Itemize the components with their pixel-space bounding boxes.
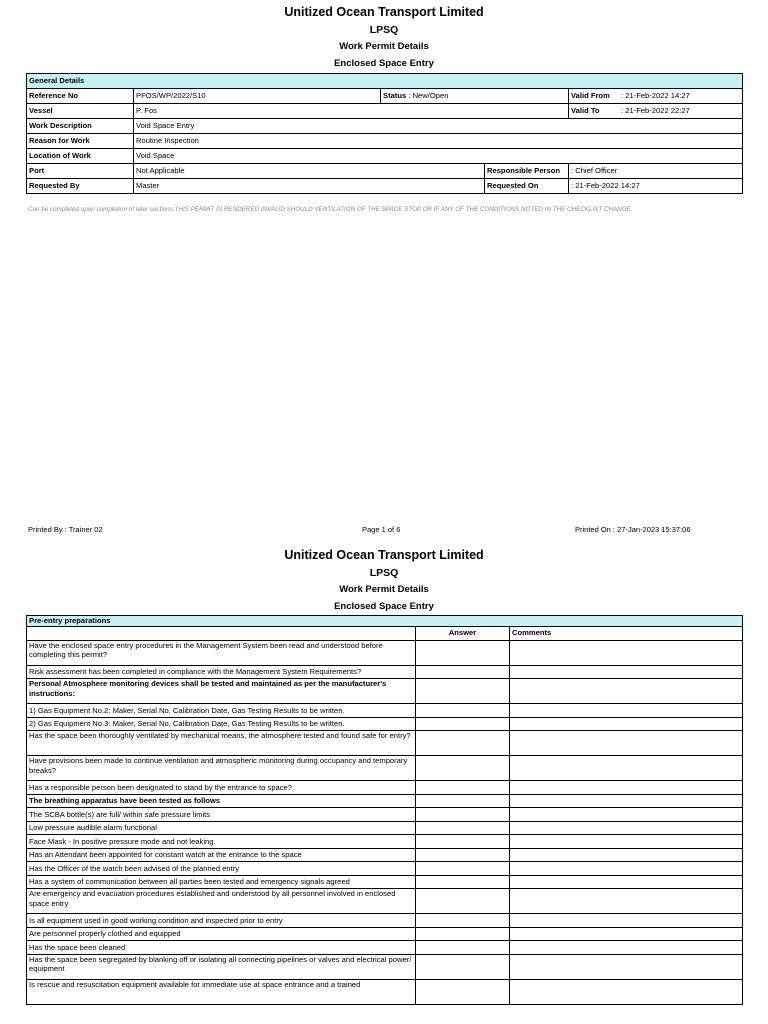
valid-from-cell [569,89,743,104]
checklist-comment [510,862,743,876]
checklist-comment [510,731,743,756]
checklist-row [27,717,743,731]
checklist-comment [510,704,743,718]
section-title-pre-entry: Pre-entry preparations [27,616,743,627]
general-details-table [26,73,743,194]
checklist-comment [510,756,743,781]
checklist-answer [416,914,510,928]
checklist-row [27,914,743,928]
checklist-answer [416,941,510,955]
company-code: LPSQ [369,24,399,36]
permit-note: Can be completed upon completion of later sections.THIS PERMIT IS RENDERED INVALID SHOULD VENTILATION OF THE SPACE STOP OR IF ANY OF THE CONDITIONS NOTED IN THE CHECKLIST CHANGE. [28,206,633,213]
checklist-comment [510,941,743,955]
checklist-answer [416,731,510,756]
checklist-answer [416,679,510,704]
section-title-general: General Details [27,74,743,89]
document-subtitle: Enclosed Space Entry [334,58,434,69]
checklist-answer [416,835,510,849]
responsible-person-value: : Chief Officer [569,164,743,179]
status-cell [381,89,569,104]
reference-label: Reference No [27,89,134,104]
checklist-row [27,954,743,979]
checklist-row [27,794,743,808]
checklist-question: Has the Officer of the watch been advised of the planned entry [27,862,416,876]
checklist-question: Have provisions been made to continue ventilation and atmospheric monitoring during occupancy and temporary breaks? [27,756,416,781]
checklist-question: Personal Atmosphere monitoring devices shall be tested and maintained as per the manufacturer's instructions: [27,679,416,704]
checklist-question: Is all equipment used in good working condition and inspected prior to entry [27,914,416,928]
checklist-question: Face Mask - In positive pressure mode and not leaking [27,835,416,849]
checklist-answer [416,889,510,914]
checklist-row [27,889,743,914]
checklist-question: Are emergency and evacuation procedures established and understood by all personnel involved in enclosed space entry [27,889,416,914]
question-header [27,626,416,640]
checklist-row [27,941,743,955]
reason-label: Reason for Work [27,134,134,149]
checklist-question: 1) Gas Equipment No.2: Maker, Serial No, Calibration Date, Gas Testing Results to be written. [27,704,416,718]
checklist-answer [416,954,510,979]
work-description-value: Void Space Entry [134,119,743,134]
checklist-question: Has an Attendant been appointed for constant watch at the entrance to the space [27,848,416,862]
answer-header: Answer [416,626,510,640]
requested-on-label: Requested On [485,179,569,194]
checklist-row [27,665,743,679]
responsible-person-label: Responsible Person [485,164,569,179]
checklist-comment [510,808,743,822]
requested-by-value: Master [134,179,485,194]
checklist-answer [416,781,510,795]
checklist-question: Is rescue and resuscitation equipment available for immediate use at space entrance and a trained [27,979,416,1004]
company-code-page2: LPSQ [369,567,399,579]
valid-to-label: Valid To [571,106,600,116]
checklist-question: Has a responsible person been designated to stand by the entrance to space? [27,781,416,795]
checklist-answer [416,808,510,822]
checklist-row [27,781,743,795]
checklist-answer [416,979,510,1004]
checklist-comment [510,848,743,862]
checklist-row [27,927,743,941]
document-title-page2: Work Permit Details [339,584,429,595]
checklist-answer [416,665,510,679]
checklist-comment [510,781,743,795]
checklist-comment [510,665,743,679]
checklist-answer [416,640,510,665]
checklist-question: Has the space been cleaned [27,941,416,955]
document-subtitle-page2: Enclosed Space Entry [334,601,434,612]
checklist-row [27,731,743,756]
checklist-row [27,808,743,822]
checklist-row [27,640,743,665]
reason-value: Routine Inspection [134,134,743,149]
vessel-label: Vessel [27,104,134,119]
port-value: Not Applicable [134,164,485,179]
company-name-page2: Unitized Ocean Transport Limited [284,548,484,562]
status-value: : New/Open [408,91,449,101]
requested-on-value: : 21-Feb-2022 14:27 [569,179,743,194]
checklist-comment [510,679,743,704]
checklist-answer [416,717,510,731]
checklist-row [27,679,743,704]
location-value: Void Space [134,149,743,164]
checklist-answer [416,704,510,718]
checklist-question: 2) Gas Equipment No.3: Maker, Serial No, Calibration Date, Gas Testing Results to be written. [27,717,416,731]
checklist-question: Has the space been thoroughly ventilated by mechanical means, the atmosphere tested and found safe for entry? [27,731,416,756]
checklist-question: The breathing apparatus have been tested as follows [27,794,416,808]
valid-from-label: Valid From [571,91,610,101]
checklist-comment [510,640,743,665]
valid-to-value: : 21-Feb-2022 22:27 [621,106,690,116]
reference-value: PFOS/WP/2022/S10 [134,89,381,104]
checklist-comment [510,835,743,849]
checklist-question: Has the space been segregated by blanking off or isolating all connecting pipelines or valves and electrical power/ equipment [27,954,416,979]
checklist-answer [416,875,510,889]
checklist-comment [510,717,743,731]
checklist-comment [510,821,743,835]
checklist-row [27,756,743,781]
valid-to-cell [569,104,743,119]
checklist-answer [416,927,510,941]
checklist-row [27,821,743,835]
checklist-question: Have the enclosed space entry procedures in the Management System been read and understood before completing this permit? [27,640,416,665]
port-label: Port [27,164,134,179]
checklist-row [27,875,743,889]
checklist-question: Has a system of communication between all parties been tested and emergency signals agreed [27,875,416,889]
checklist-comment [510,794,743,808]
checklist-answer [416,756,510,781]
checklist-row [27,979,743,1004]
printed-by: Printed By : Trainer 02 [28,525,103,534]
checklist-comment [510,927,743,941]
printed-on: Printed On : 27-Jan-2023 15:37:06 [575,525,691,534]
pre-entry-checklist-table [26,615,743,1005]
checklist-question: Low pressure audible alarm functional [27,821,416,835]
comments-header: Comments [510,626,743,640]
checklist-answer [416,862,510,876]
vessel-value: P. Fos [134,104,569,119]
checklist-comment [510,979,743,1004]
page-number: Page 1 of 6 [362,525,401,534]
checklist-comment [510,875,743,889]
checklist-comment [510,889,743,914]
checklist-question: Risk assessment has been completed in compliance with the Management System Requirements? [27,665,416,679]
checklist-row [27,835,743,849]
checklist-row [27,848,743,862]
checklist-answer [416,821,510,835]
document-title: Work Permit Details [339,41,429,52]
checklist-comment [510,914,743,928]
requested-by-label: Requested By [27,179,134,194]
checklist-comment [510,954,743,979]
status-label: Status [383,91,407,101]
company-name: Unitized Ocean Transport Limited [284,5,484,19]
checklist-answer [416,848,510,862]
work-description-label: Work Description [27,119,134,134]
location-label: Location of Work [27,149,134,164]
valid-from-value: : 21-Feb-2022 14:27 [621,91,690,101]
checklist-question: The SCBA bottle(s) are full/ within safe pressure limits [27,808,416,822]
checklist-row [27,704,743,718]
checklist-answer [416,794,510,808]
checklist-question: Are personnel properly clothed and equipped [27,927,416,941]
checklist-row [27,862,743,876]
